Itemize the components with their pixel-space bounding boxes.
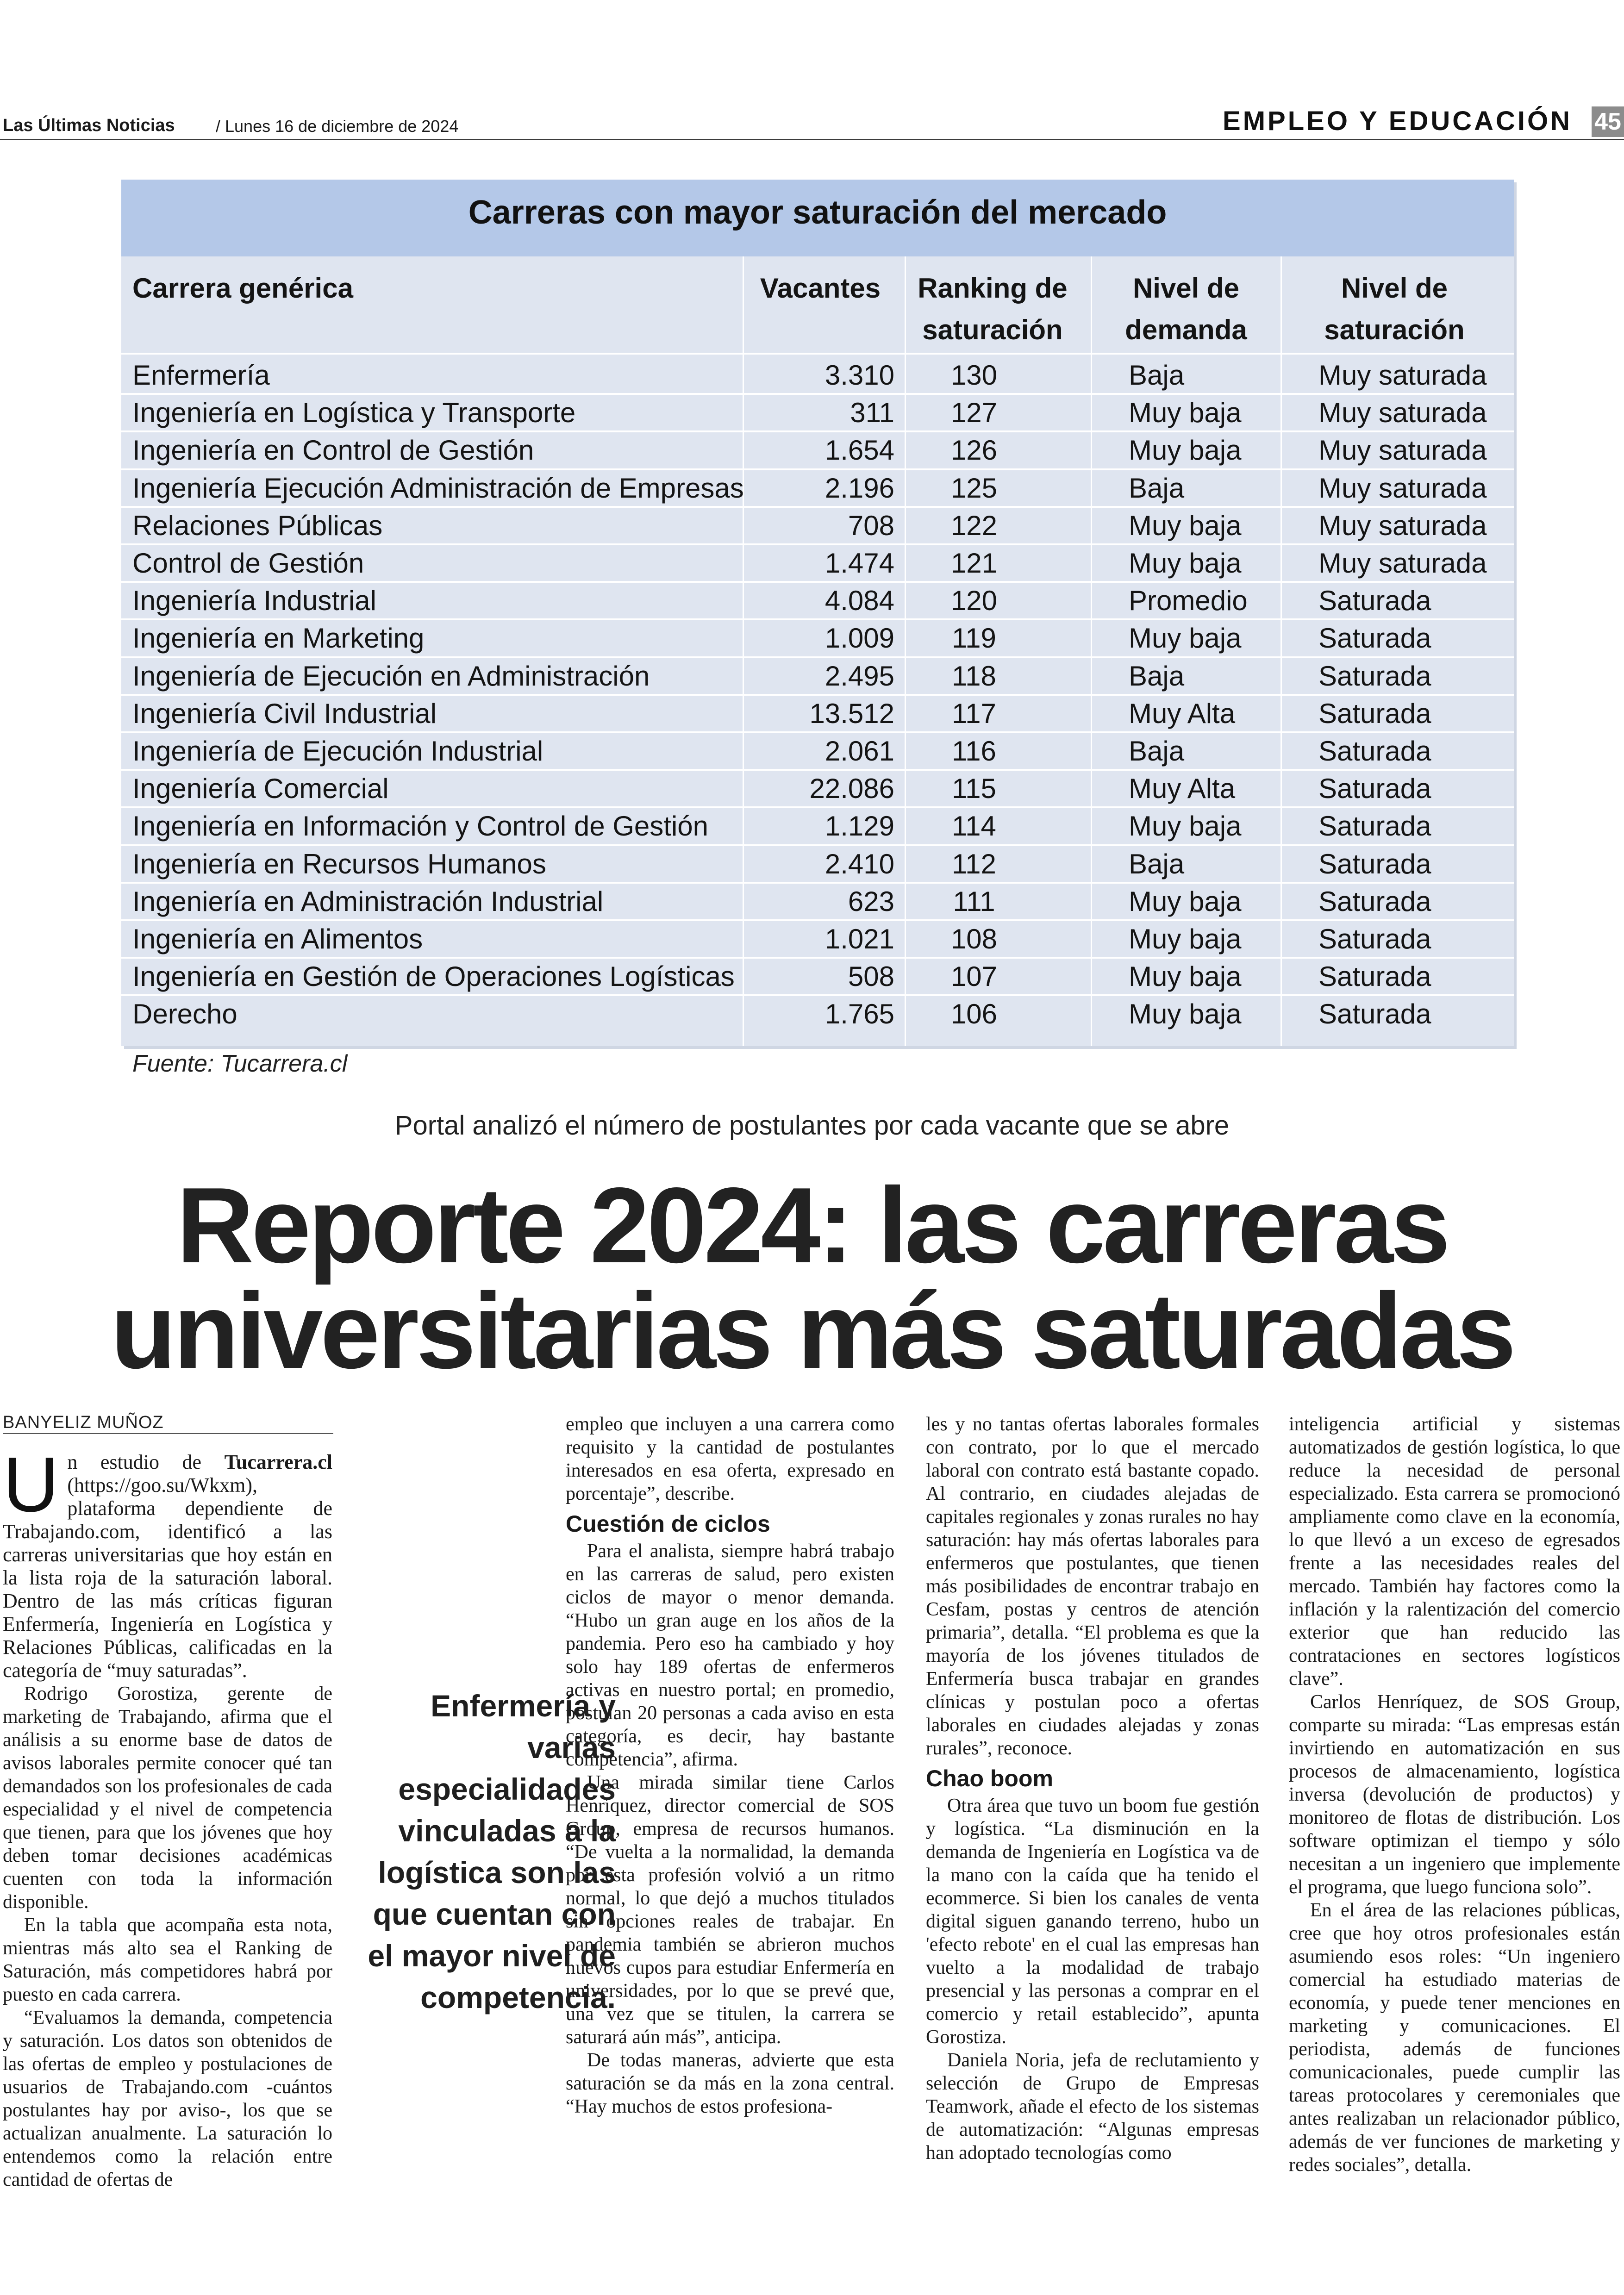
cell-career: Ingeniería de Ejecución Industrial <box>132 736 543 767</box>
cell-saturation: Saturada <box>1318 773 1431 804</box>
paragraph: Daniela Noria, jefa de reclutamiento y selección de Grupo de Empresas Teamwork, añade el efecto de los sistemas de automatización: “Algunas empresas han adoptado tecnologías como <box>926 2050 1259 2164</box>
lead-paragraph <box>3 1441 332 1682</box>
table-row <box>121 469 1514 507</box>
cell-demand: Muy baja <box>1129 397 1242 429</box>
cell-demand: Muy baja <box>1129 623 1242 654</box>
cell-ranking: 119 <box>952 623 996 654</box>
cell-ranking: 118 <box>952 660 996 692</box>
cell-career: Ingeniería en Administración Industrial <box>132 886 604 917</box>
header-divider <box>121 353 1514 355</box>
cell-saturation: Muy saturada <box>1318 472 1487 504</box>
cell-ranking: 107 <box>950 961 998 992</box>
paragraph: les y no tantas ofertas laborales formales con contrato, por lo que el mercado laboral con contrato está bastante copado. Al contrario, en ciudades alejadas de capitales regionales y zonas rurales no hay saturación: hay más ofertas laborales para enfermeros que postulantes, que tienen más posibilidades de encontrar trabajo en Cesfam, postas y centros de atención primaria”, detalla. “El problema es que la mayoría de los jóvenes titulados de Enfermería busca trabajar en grandes clínicas y postulan poco a ofertas laborales en ciudades alejadas y zonas rurales”, reconoce. <box>926 1414 1259 1759</box>
subheading: Cuestión de ciclos <box>566 1511 770 1537</box>
table-row <box>121 770 1514 807</box>
cell-demand: Baja <box>1129 472 1185 504</box>
table-row <box>121 544 1514 582</box>
article-kicker: Portal analizó el número de postulantes por cada vacante que se abre <box>394 1110 1230 1141</box>
table-row <box>121 732 1514 770</box>
header-line: Ranking de <box>918 273 1068 304</box>
cell-career: Ingeniería Industrial <box>132 585 376 617</box>
header-line: demanda <box>1125 314 1247 345</box>
cell-vacancies: 508 <box>848 961 894 992</box>
paragraph: inteligencia artificial y sistemas automatizados de gestión logística, lo que reduce la necesidad de personal especializado. Esta carrera se promocionó ampliamente como clave en la economía, lo que llevó a un exceso de egresados frente a las necesidades reales del mercado. También hay factores como la inflación y la ralentización del comercio exterior que han reducido las contrataciones en sectores logísticos clave”. <box>1289 1414 1620 1690</box>
headline-line-1: Reporte 2024: las carreras <box>176 1166 1448 1285</box>
cell-demand: Muy baja <box>1129 548 1242 579</box>
column-header-saturation <box>1283 268 1505 351</box>
cell-ranking: 130 <box>950 360 998 391</box>
cell-vacancies: 623 <box>848 886 894 917</box>
cell-demand: Muy baja <box>1129 923 1242 954</box>
pull-quote: Enfermería y varias especialidades vinculadas a la logística son las que cuentan con el mayor nivel de competencia. <box>368 1689 616 2014</box>
cell-vacancies: 1.009 <box>824 623 894 654</box>
cell-saturation: Muy saturada <box>1318 435 1487 466</box>
cell-saturation: Saturada <box>1318 660 1431 692</box>
paragraph: Rodrigo Gorostiza, gerente de marketing de Trabajando, afirma que el análisis a su enorme base de datos de avisos laborales permite conocer qué tan demandados son los profesionales de cada especialidad y el nivel de competencia que tienen, para que los jóvenes que hoy deben tomar decisiones académicas cuenten con toda la información disponible. <box>3 1683 332 1913</box>
table-row <box>121 845 1514 883</box>
cell-demand: Promedio <box>1129 585 1248 617</box>
cell-career: Control de Gestión <box>132 548 364 579</box>
cell-vacancies: 1.129 <box>824 811 894 842</box>
column-header-career <box>132 268 353 309</box>
table-row <box>121 394 1514 431</box>
paragraph: En el área de las relaciones públicas, cree que hoy otros profesionales están asumiendo esos roles: “Un ingeniero comercial ha estudiado materias de economía, y puede tener menciones en marketing y comunicaciones. El periodista, además de funciones comunicacionales, puede cumplir las tareas protocolares y ceremoniales que antes realizaban un relacionador público, además de ver funciones de marketing y redes sociales”, detalla. <box>1289 1900 1620 2176</box>
cell-demand: Baja <box>1129 360 1185 391</box>
cell-saturation: Saturada <box>1318 886 1431 917</box>
table-row <box>121 431 1514 469</box>
cell-demand: Baja <box>1129 660 1185 692</box>
table-row <box>121 995 1514 1033</box>
cell-career: Ingeniería en Recursos Humanos <box>132 848 546 879</box>
masthead <box>0 106 1624 143</box>
table-source: Fuente: Tucarrera.cl <box>132 1050 348 1077</box>
cell-vacancies: 708 <box>848 510 894 541</box>
header-line: Nivel de <box>1132 273 1240 304</box>
cell-vacancies: 311 <box>850 397 894 429</box>
cell-demand: Muy baja <box>1129 961 1242 992</box>
cell-demand: Muy baja <box>1129 435 1242 466</box>
newspaper-name: Las Últimas Noticias <box>3 116 175 135</box>
cell-ranking: 120 <box>950 585 998 617</box>
table-row <box>121 920 1514 958</box>
cell-ranking: 111 <box>953 886 995 917</box>
cell-vacancies: 3.310 <box>824 360 894 391</box>
cell-saturation: Muy saturada <box>1318 510 1487 541</box>
header-line: Vacantes <box>760 273 881 304</box>
table-row <box>121 695 1514 732</box>
cell-career: Ingeniería en Logística y Transporte <box>132 397 576 429</box>
page-number: 45 <box>1592 106 1624 137</box>
column-header-ranking <box>905 268 1081 351</box>
cell-vacancies: 2.196 <box>824 472 894 504</box>
issue-date: / Lunes 16 de diciembre de 2024 <box>216 117 459 136</box>
paragraph: En la tabla que acompaña esta nota, mientras más alto sea el Ranking de Saturación, más competidores habrá por puesto en cada carrera. <box>3 1915 332 2005</box>
table-row <box>121 883 1514 920</box>
table-row <box>121 507 1514 544</box>
cell-ranking: 112 <box>952 848 996 879</box>
table-row <box>121 582 1514 619</box>
cell-saturation: Saturada <box>1318 623 1431 654</box>
cell-saturation: Saturada <box>1318 923 1431 954</box>
cell-demand: Muy baja <box>1129 510 1242 541</box>
cell-saturation: Muy saturada <box>1318 397 1487 429</box>
table-row <box>121 807 1514 845</box>
cell-saturation: Saturada <box>1318 736 1431 767</box>
article-headline <box>0 1166 1624 1391</box>
cell-ranking: 122 <box>950 510 998 541</box>
cell-career: Ingeniería en Información y Control de Gestión <box>132 811 709 842</box>
column-header-vacancies <box>746 268 894 309</box>
cell-saturation: Muy saturada <box>1318 360 1487 391</box>
byline: BANYELIZ MUÑOZ <box>3 1413 164 1432</box>
headline-line-2: universitarias más saturadas <box>110 1271 1514 1391</box>
cell-vacancies: 22.086 <box>809 773 894 804</box>
cell-career: Relaciones Públicas <box>132 510 383 541</box>
table-title: Carreras con mayor saturación del mercado <box>468 194 1167 231</box>
cell-vacancies: 2.495 <box>824 660 894 692</box>
cell-ranking: 106 <box>950 998 998 1030</box>
header-line: Carrera genérica <box>132 273 353 304</box>
lead-brand: Tucarrera.cl <box>224 1451 332 1473</box>
cell-ranking: 121 <box>950 548 998 579</box>
cell-career: Enfermería <box>132 360 270 391</box>
lead-text: (https://goo.su/Wkxm), plataforma dependiente de Trabajando.com, identificó a las carreras universitarias que hoy están en la lista roja de la saturación laboral. Dentro de las más críticas figuran Enfermería, Ingeniería en Logística y Relaciones Públicas, calificadas en la categoría de “muy saturadas”. <box>3 1474 332 1682</box>
cell-ranking: 108 <box>950 923 998 954</box>
cell-career: Ingeniería en Marketing <box>132 623 425 654</box>
cell-career: Derecho <box>132 998 237 1030</box>
cell-career: Ingeniería en Gestión de Operaciones Logísticas <box>132 961 735 992</box>
cell-demand: Muy baja <box>1129 811 1242 842</box>
cell-ranking: 115 <box>952 773 996 804</box>
cell-ranking: 125 <box>950 472 998 504</box>
cell-vacancies: 1.021 <box>824 923 894 954</box>
paragraph: Otra área que tuvo un boom fue gestión y logística. “La disminución en la demanda de Ingeniería en Logística va de la mano con la caída que ha tenido el ecommerce. Si bien los canales de venta digital siguen ganando terreno, hubo un 'efecto rebote' en el cual las empresas han vuelto a la modalidad de trabajo presencial y las personas a comprar en el comercio y retail establecido”, apunta Gorostiza. <box>926 1795 1259 2048</box>
paragraph: Carlos Henríquez, de SOS Group, comparte su mirada: “Las empresas están invirtiendo en automatización en sus procesos de almacenamiento, logística inversa (devolución de productos) y monitoreo de flotas de distribución. Los software optimizan el tiempo y sólo necesitan a un ingeniero que implemente el programa, que luego funciona solo”. <box>1289 1691 1620 1898</box>
article-column-4 <box>1289 1413 1620 2177</box>
cell-saturation: Saturada <box>1318 961 1431 992</box>
header-line: saturación <box>922 314 1063 345</box>
cell-career: Ingeniería Ejecución Administración de Empresas <box>132 472 744 504</box>
header-line: Nivel de <box>1341 273 1448 304</box>
cell-saturation: Muy saturada <box>1318 548 1487 579</box>
cell-saturation: Saturada <box>1318 698 1431 729</box>
cell-demand: Muy baja <box>1129 886 1242 917</box>
section-title: EMPLEO Y EDUCACIÓN <box>1223 106 1572 136</box>
drop-cap: U <box>3 1441 59 1528</box>
cell-vacancies: 1.474 <box>824 548 894 579</box>
cell-vacancies: 2.061 <box>824 736 894 767</box>
lead-text: n estudio de <box>67 1451 225 1473</box>
cell-saturation: Saturada <box>1318 998 1431 1030</box>
cell-demand: Muy baja <box>1129 998 1242 1030</box>
table-row <box>121 356 1514 394</box>
article-column-1 <box>3 1441 332 2191</box>
cell-saturation: Saturada <box>1318 848 1431 879</box>
cell-ranking: 126 <box>950 435 998 466</box>
cell-vacancies: 1.654 <box>824 435 894 466</box>
cell-ranking: 117 <box>952 698 996 729</box>
cell-career: Ingeniería en Control de Gestión <box>132 435 534 466</box>
paragraph: Para el analista, siempre habrá trabajo en las carreras de salud, pero existen ciclos de mayor o menor demanda. “Hubo un gran auge en los años de la pandemia. Pero eso ha cambiado y hoy solo hay 189 ofertas de enfermeros activas en nuestro portal; en promedio, postulan 20 personas a cada aviso en esta categoría, es decir, hay bastante competencia”, afirma. <box>566 1540 894 1770</box>
cell-demand: Baja <box>1129 848 1185 879</box>
column-header-demand <box>1093 268 1279 351</box>
cell-career: Ingeniería de Ejecución en Administración <box>132 660 650 692</box>
saturation-table <box>121 180 1514 1046</box>
cell-saturation: Saturada <box>1318 811 1431 842</box>
table-row <box>121 657 1514 695</box>
cell-saturation: Saturada <box>1318 585 1431 617</box>
cell-career: Ingeniería Comercial <box>132 773 389 804</box>
article-column-3 <box>926 1413 1259 2164</box>
cell-ranking: 116 <box>952 736 996 767</box>
subheading: Chao boom <box>926 1765 1053 1791</box>
cell-demand: Muy Alta <box>1129 698 1236 729</box>
table-row <box>121 958 1514 995</box>
cell-demand: Muy Alta <box>1129 773 1236 804</box>
cell-ranking: 114 <box>952 811 996 842</box>
header-line: saturación <box>1324 314 1465 345</box>
cell-vacancies: 1.765 <box>824 998 894 1030</box>
cell-vacancies: 13.512 <box>809 698 894 729</box>
cell-career: Ingeniería Civil Industrial <box>132 698 437 729</box>
cell-demand: Baja <box>1129 736 1185 767</box>
paragraph: De todas maneras, advierte que esta saturación se da más en la zona central. “Hay muchos de estos profesiona- <box>566 2050 894 2117</box>
masthead-rule <box>0 139 1624 140</box>
cell-vacancies: 4.084 <box>824 585 894 617</box>
paragraph: Una mirada similar tiene Carlos Henríquez, director comercial de SOS Group, empresa de recursos humanos. “De vuelta a la normalidad, la demanda por esta profesión volvió a un ritmo normal, lo que dejó a muchos titulados sin opciones reales de trabajar. En pandemia también se abrieron muchos nuevos cupos para estudiar Enfermería en universidades, por lo que se prevé que, una vez que se titulen, la carrera se saturará aún más”, anticipa. <box>566 1772 894 2048</box>
byline-rule <box>3 1433 333 1434</box>
paragraph: empleo que incluyen a una carrera como requisito y la cantidad de postulantes interesados en esa oferta, expresado en porcentaje”, describe. <box>566 1414 894 1504</box>
cell-ranking: 127 <box>950 397 998 429</box>
table-row <box>121 619 1514 657</box>
cell-vacancies: 2.410 <box>824 848 894 879</box>
paragraph: “Evaluamos la demanda, competencia y saturación. Los datos son obtenidos de las ofertas de empleo y postulaciones de usuarios de Trabajando.com -cuántos postulantes hay por aviso-, los que se actualizan anualmente. La saturación lo entendemos como la relación entre cantidad de ofertas de <box>3 2007 332 2190</box>
cell-career: Ingeniería en Alimentos <box>132 923 423 954</box>
